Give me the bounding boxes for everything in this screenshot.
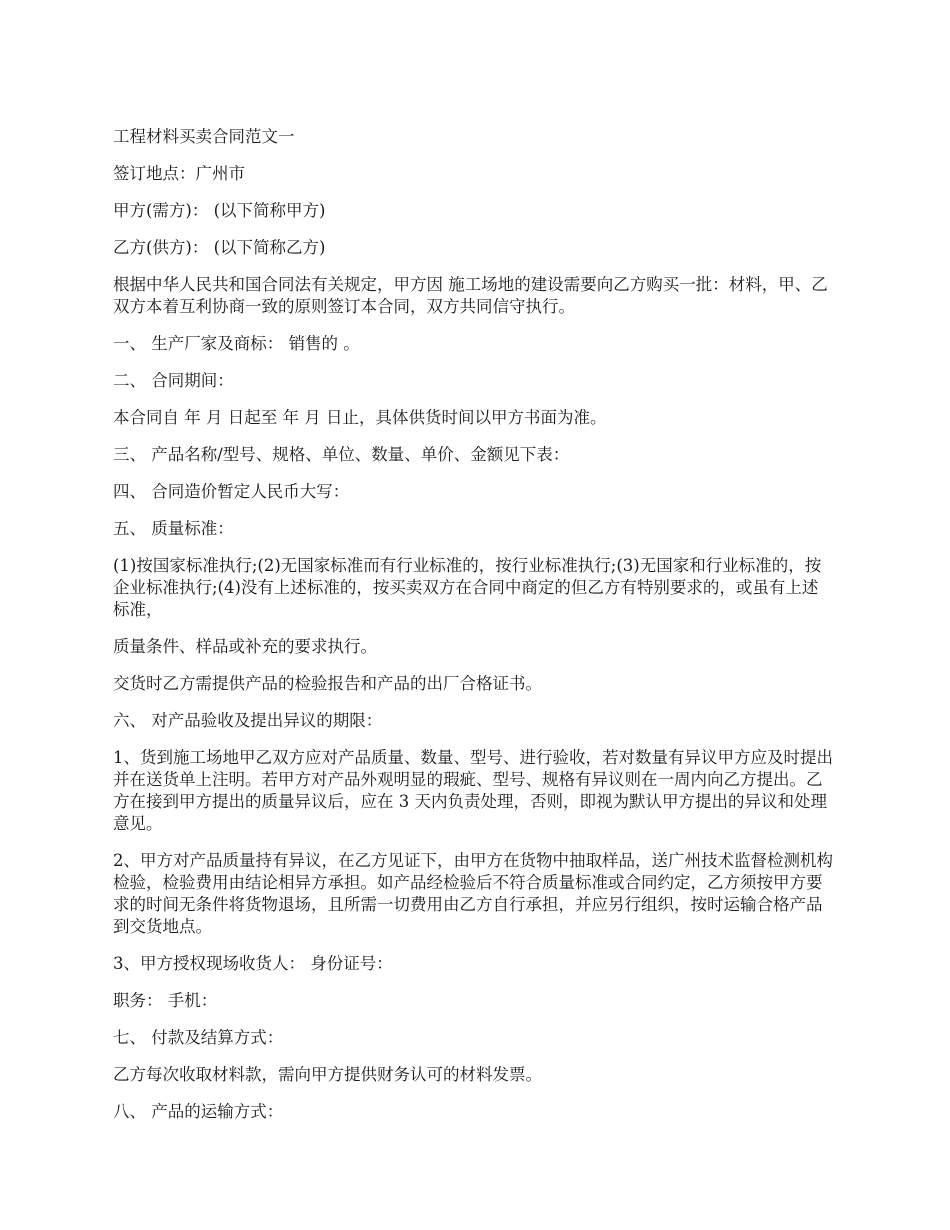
section-5-heading: 五、 质量标准： [113, 519, 234, 538]
inspection-clause-1: 1、货到施工场地甲乙双方应对产品质量、数量、型号、进行验收，若对数量有异议甲方应及时提出并在送货单上注明。若甲方对产品外观明显的瑕疵、型号、规格有异议则在一周内向乙方提出。乙方在接到甲方提出的质量异议后，应在 3 天内负责处理，否则，即视为默认甲方提出的异议和处理意见。 [113, 748, 833, 833]
section-6-heading: 六、 对产品验收及提出异议的期限： [113, 711, 383, 730]
section-1-manufacturer: 一、 生产厂家及商标： 销售的 。 [113, 334, 360, 353]
signing-location: 签订地点：广州市 [113, 164, 245, 183]
section-8-heading: 八、 产品的运输方式： [113, 1102, 284, 1121]
inspection-clause-3: 3、甲方授权现场收货人： 身份证号： [113, 954, 393, 973]
quality-standards-paragraph: (1)按国家标准执行;(2)无国家标准而有行业标准的，按行业标准执行;(3)无国家和行业标准的，按企业标准执行;(4)没有上述标准的，按买卖双方在合同中商定的但乙方有特别要求的，或虽有上述标准， [113, 556, 822, 619]
delivery-certificate-paragraph: 交货时乙方需提供产品的检验报告和产品的出厂合格证书。 [113, 674, 542, 693]
party-b: 乙方(供方)： (以下简称乙方) [113, 238, 326, 257]
payment-paragraph: 乙方每次收取材料款，需向甲方提供财务认可的材料发票。 [113, 1065, 542, 1084]
preamble-paragraph: 根据中华人民共和国合同法有关规定，甲方因 施工场地的建设需要向乙方购买一批：材料，甲、乙双方本着互利协商一致的原则签订本合同，双方共同信守执行。 [113, 275, 828, 316]
inspection-clause-2: 2、甲方对产品质量持有异议，在乙方见证下，由甲方在货物中抽取样品，送广州技术监督检测机构检验，检验费用由结论相异方承担。如产品经检验后不符合质量标准或合同约定，乙方须按甲方要求的时间无条件将货物退场，且所需一切费用由乙方自行承担，并应另行组织，按时运输合格产品到交货地点。 [113, 851, 833, 936]
document-title: 工程材料买卖合同范文一 [113, 127, 295, 146]
contract-period-paragraph: 本合同自 年 月 日起至 年 月 日止，具体供货时间以甲方书面为准。 [113, 408, 607, 427]
section-4-price: 四、 合同造价暂定人民币大写： [113, 482, 350, 501]
quality-conditions-paragraph: 质量条件、样品或补充的要求执行。 [113, 637, 377, 656]
document-body [113, 126, 833, 1138]
section-2-heading: 二、 合同期间： [113, 371, 234, 390]
section-7-heading: 七、 付款及结算方式： [113, 1028, 284, 1047]
party-a: 甲方(需方)： (以下简称甲方) [113, 201, 326, 220]
section-3-products: 三、 产品名称/型号、规格、单位、数量、单价、金额见下表： [113, 445, 570, 464]
receiver-position-line: 职务： 手机： [113, 991, 218, 1010]
